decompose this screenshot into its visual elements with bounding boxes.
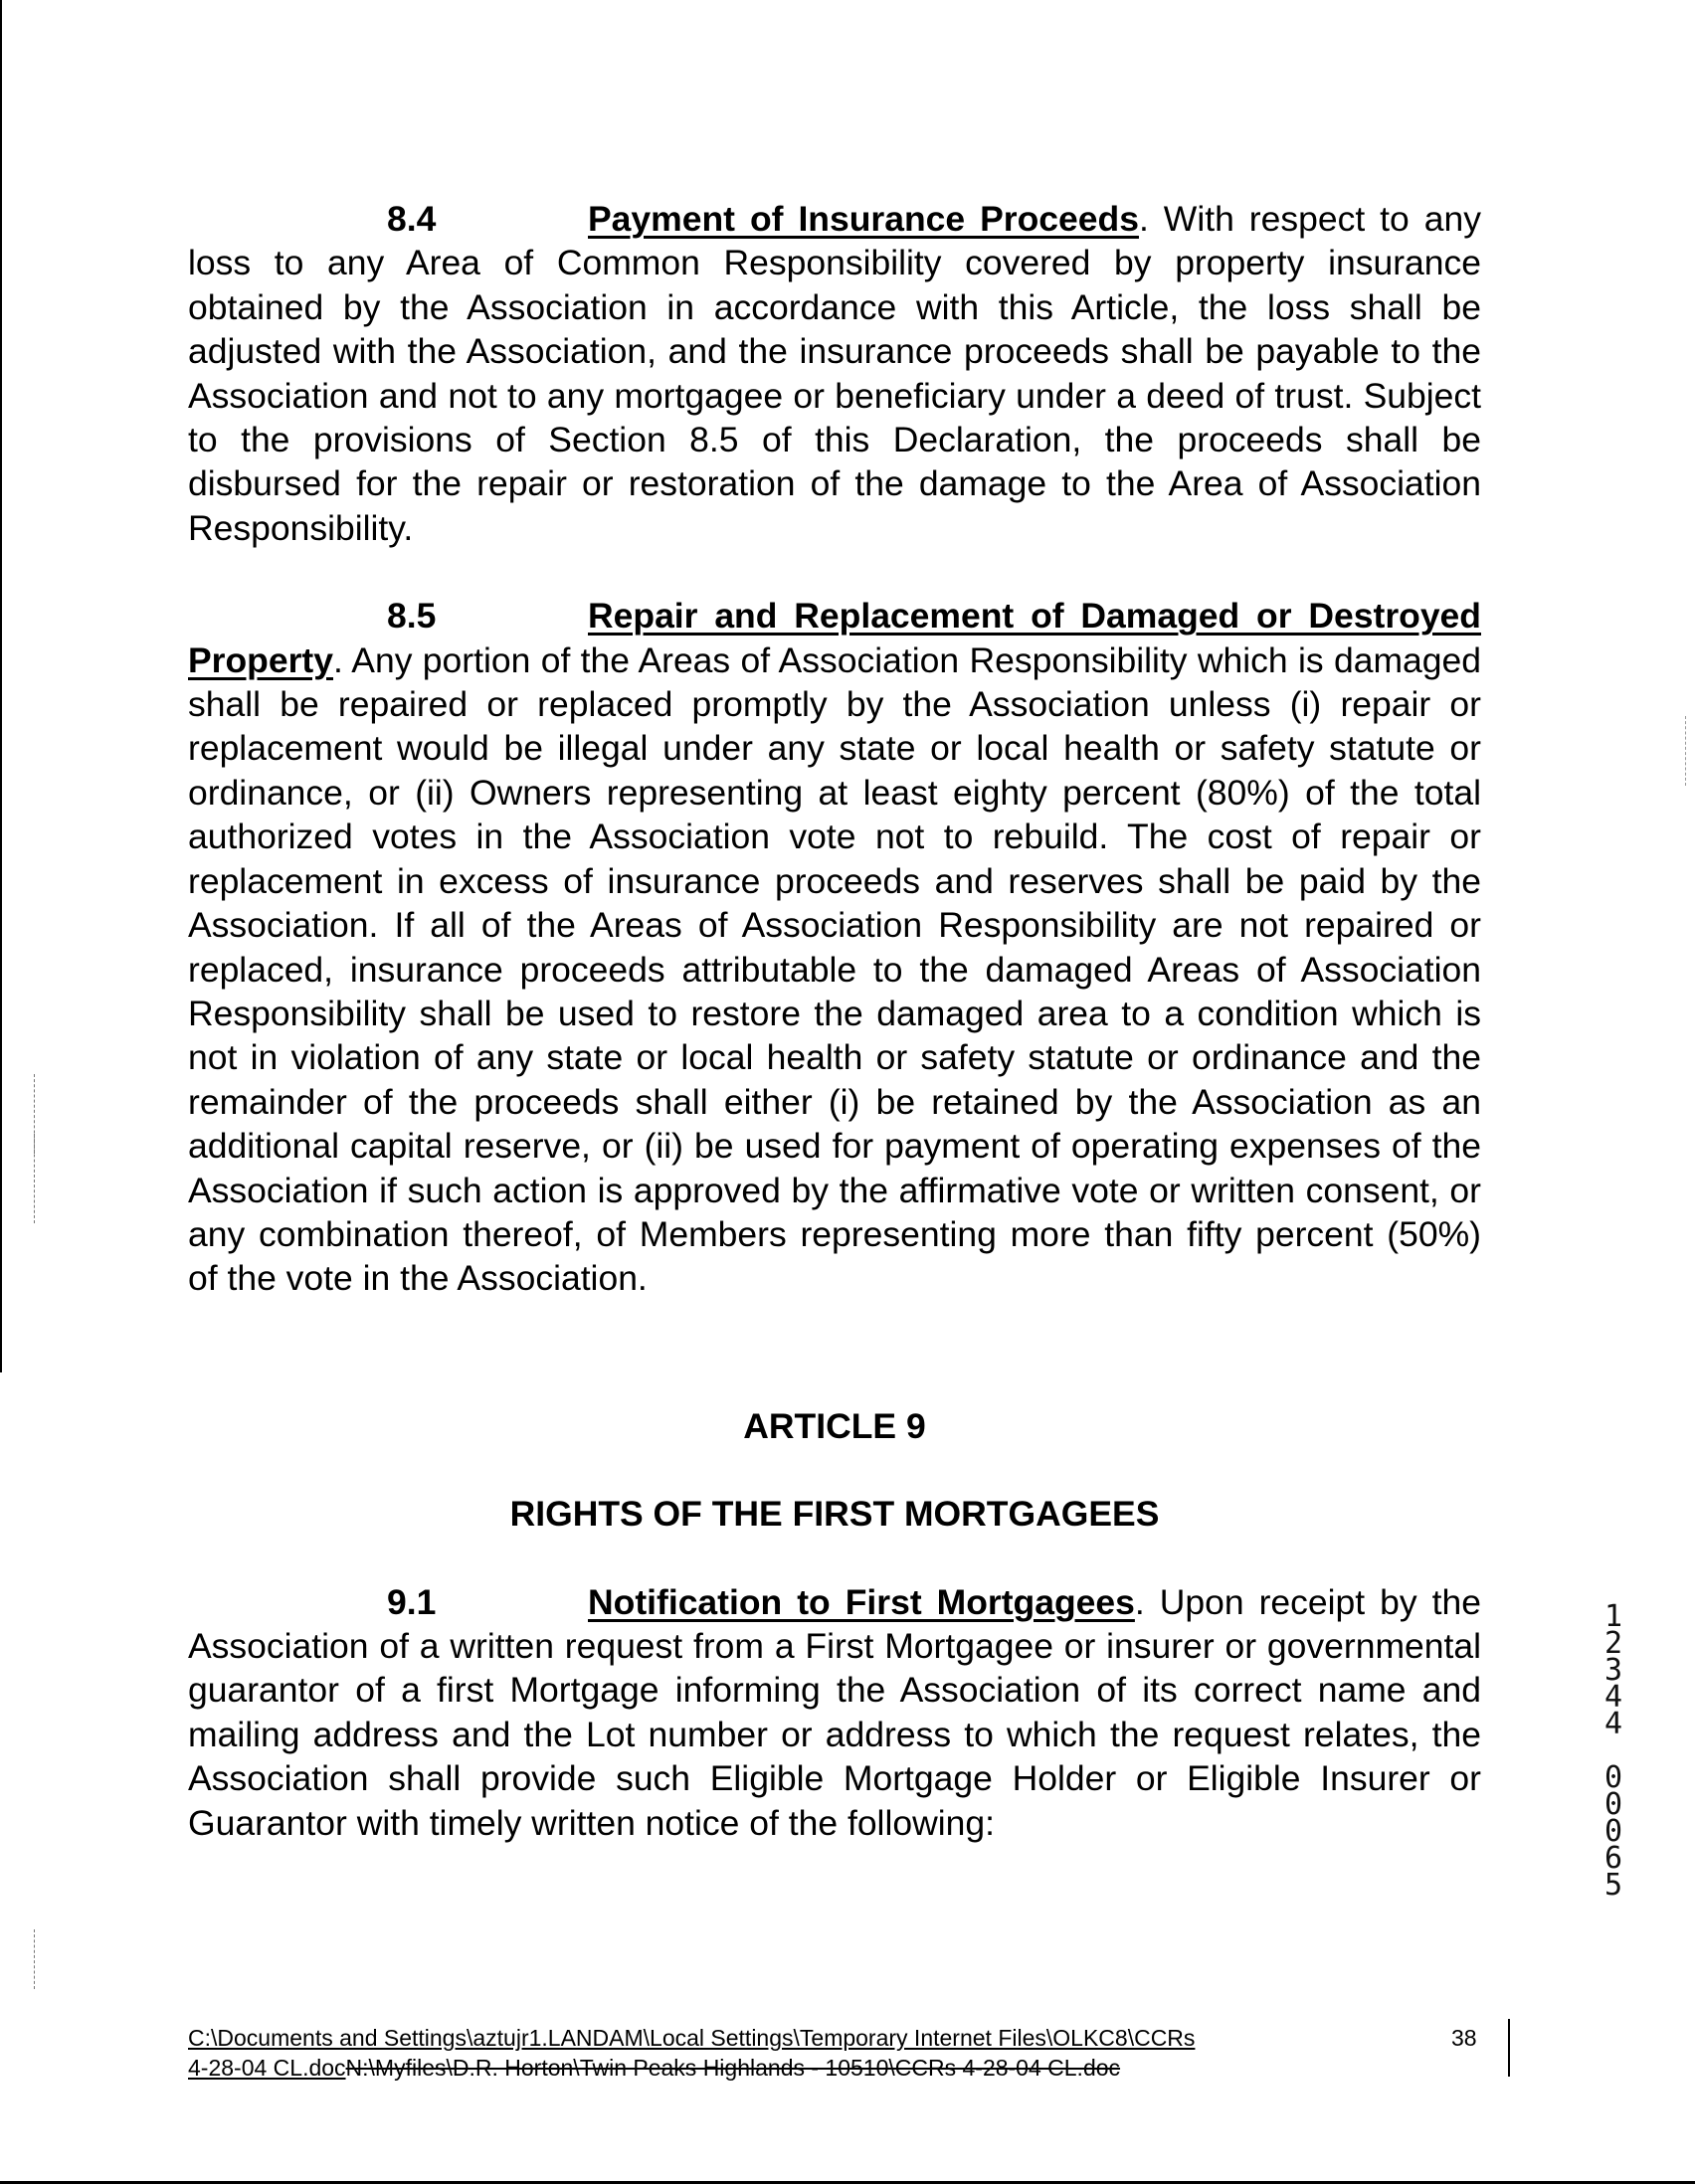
section-number: 8.4 (387, 199, 437, 239)
section-number: 9.1 (387, 1581, 437, 1622)
footer-path-struck: N:\Myfiles\D.R. Horton\Twin Peaks Highlands - 10510\CCRs 4-28-04 CL.doc (345, 2055, 1121, 2081)
section-9-1 (188, 1580, 1481, 1845)
page-number: 38 (1451, 2025, 1477, 2051)
footer (188, 2023, 1481, 2083)
section-8-4 (188, 197, 1481, 550)
section-title: Notification to First Mortgagees (588, 1581, 1135, 1622)
scan-artifact (34, 1134, 36, 1223)
section-number: 8.5 (387, 596, 437, 637)
scan-artifact (1685, 716, 1687, 786)
article-title: RIGHTS OF THE FIRST MORTGAGEES (509, 1494, 1160, 1535)
section-body: . Upon receipt by the Association of a written request from a First Mortgagee or insurer or governmental guarantor of a first Mortgage informing the Association of its correct name and mailing address and the Lot number or address to which the request relates, the Association shall provide such Eligible Mortgage Holder or Eligible Insurer or Guarantor with timely written notice of the following: (188, 1581, 1481, 1843)
section-title: Payment of Insurance Proceeds (588, 199, 1139, 239)
document-body (188, 197, 1481, 1845)
scan-artifact (34, 1929, 36, 1989)
recording-stamp: 1 2 3 4 4 0 0 0 6 5 (1603, 1599, 1623, 1903)
section-8-5 (188, 594, 1481, 1301)
footer-vertical-rule (1508, 2019, 1510, 2077)
footer-path-line1: C:\Documents and Settings\aztujr1.LANDAM\Local Settings\Temporary Internet Files\OLKC8\CCRs (188, 2025, 1196, 2051)
section-body: . With respect to any loss to any Area of Common Responsibility covered by property insurance obtained by the Association in accordance with this Article, the loss shall be adjusted with the Association, and the insurance proceeds shall be payable to the Association and not to any mortgagee or beneficiary under a deed of trust. Subject to the provisions of Section 8.5 of this Declaration, the proceeds shall be disbursed for the repair or restoration of the damage to the Area of Association Responsibility. (188, 199, 1481, 548)
article-label: ARTICLE 9 (743, 1405, 926, 1446)
footer-path-underlined: 4-28-04 CL.doc (188, 2055, 346, 2081)
footer-path-line2 (188, 2053, 1362, 2083)
section-body: . Any portion of the Areas of Association Responsibility which is damaged shall be repaired or replaced promptly by the Association unless (i) repair or replacement would be illegal under any state or local health or safety statute or ordinance, or (ii) Owners representing at least eighty percent (80%) of the total authorized votes in the Association vote not to rebuild. The cost of repair or replacement in excess of insurance proceeds and reserves shall be paid by the Association. If all of the Areas of Association Responsibility are not repaired or replaced, insurance proceeds attributable to the damaged Areas of Association Responsibility shall be used to restore the damaged area to a condition which is not in violation of any state or local health or safety statute or ordinance and the remainder of the proceeds shall either (i) be retained by the Association as an additional capital reserve, or (ii) be used for payment of operating expenses of the Association if such action is approved by the affirmative vote or written consent, or any combination thereof, of Members representing more than fifty percent (50%) of the vote in the Association. (188, 639, 1481, 1299)
page-left-edge (0, 0, 2, 1372)
section-title: Repair and Replacement of Damaged or Destroyed Property (188, 596, 1481, 680)
footer-file-path (188, 2023, 1362, 2083)
